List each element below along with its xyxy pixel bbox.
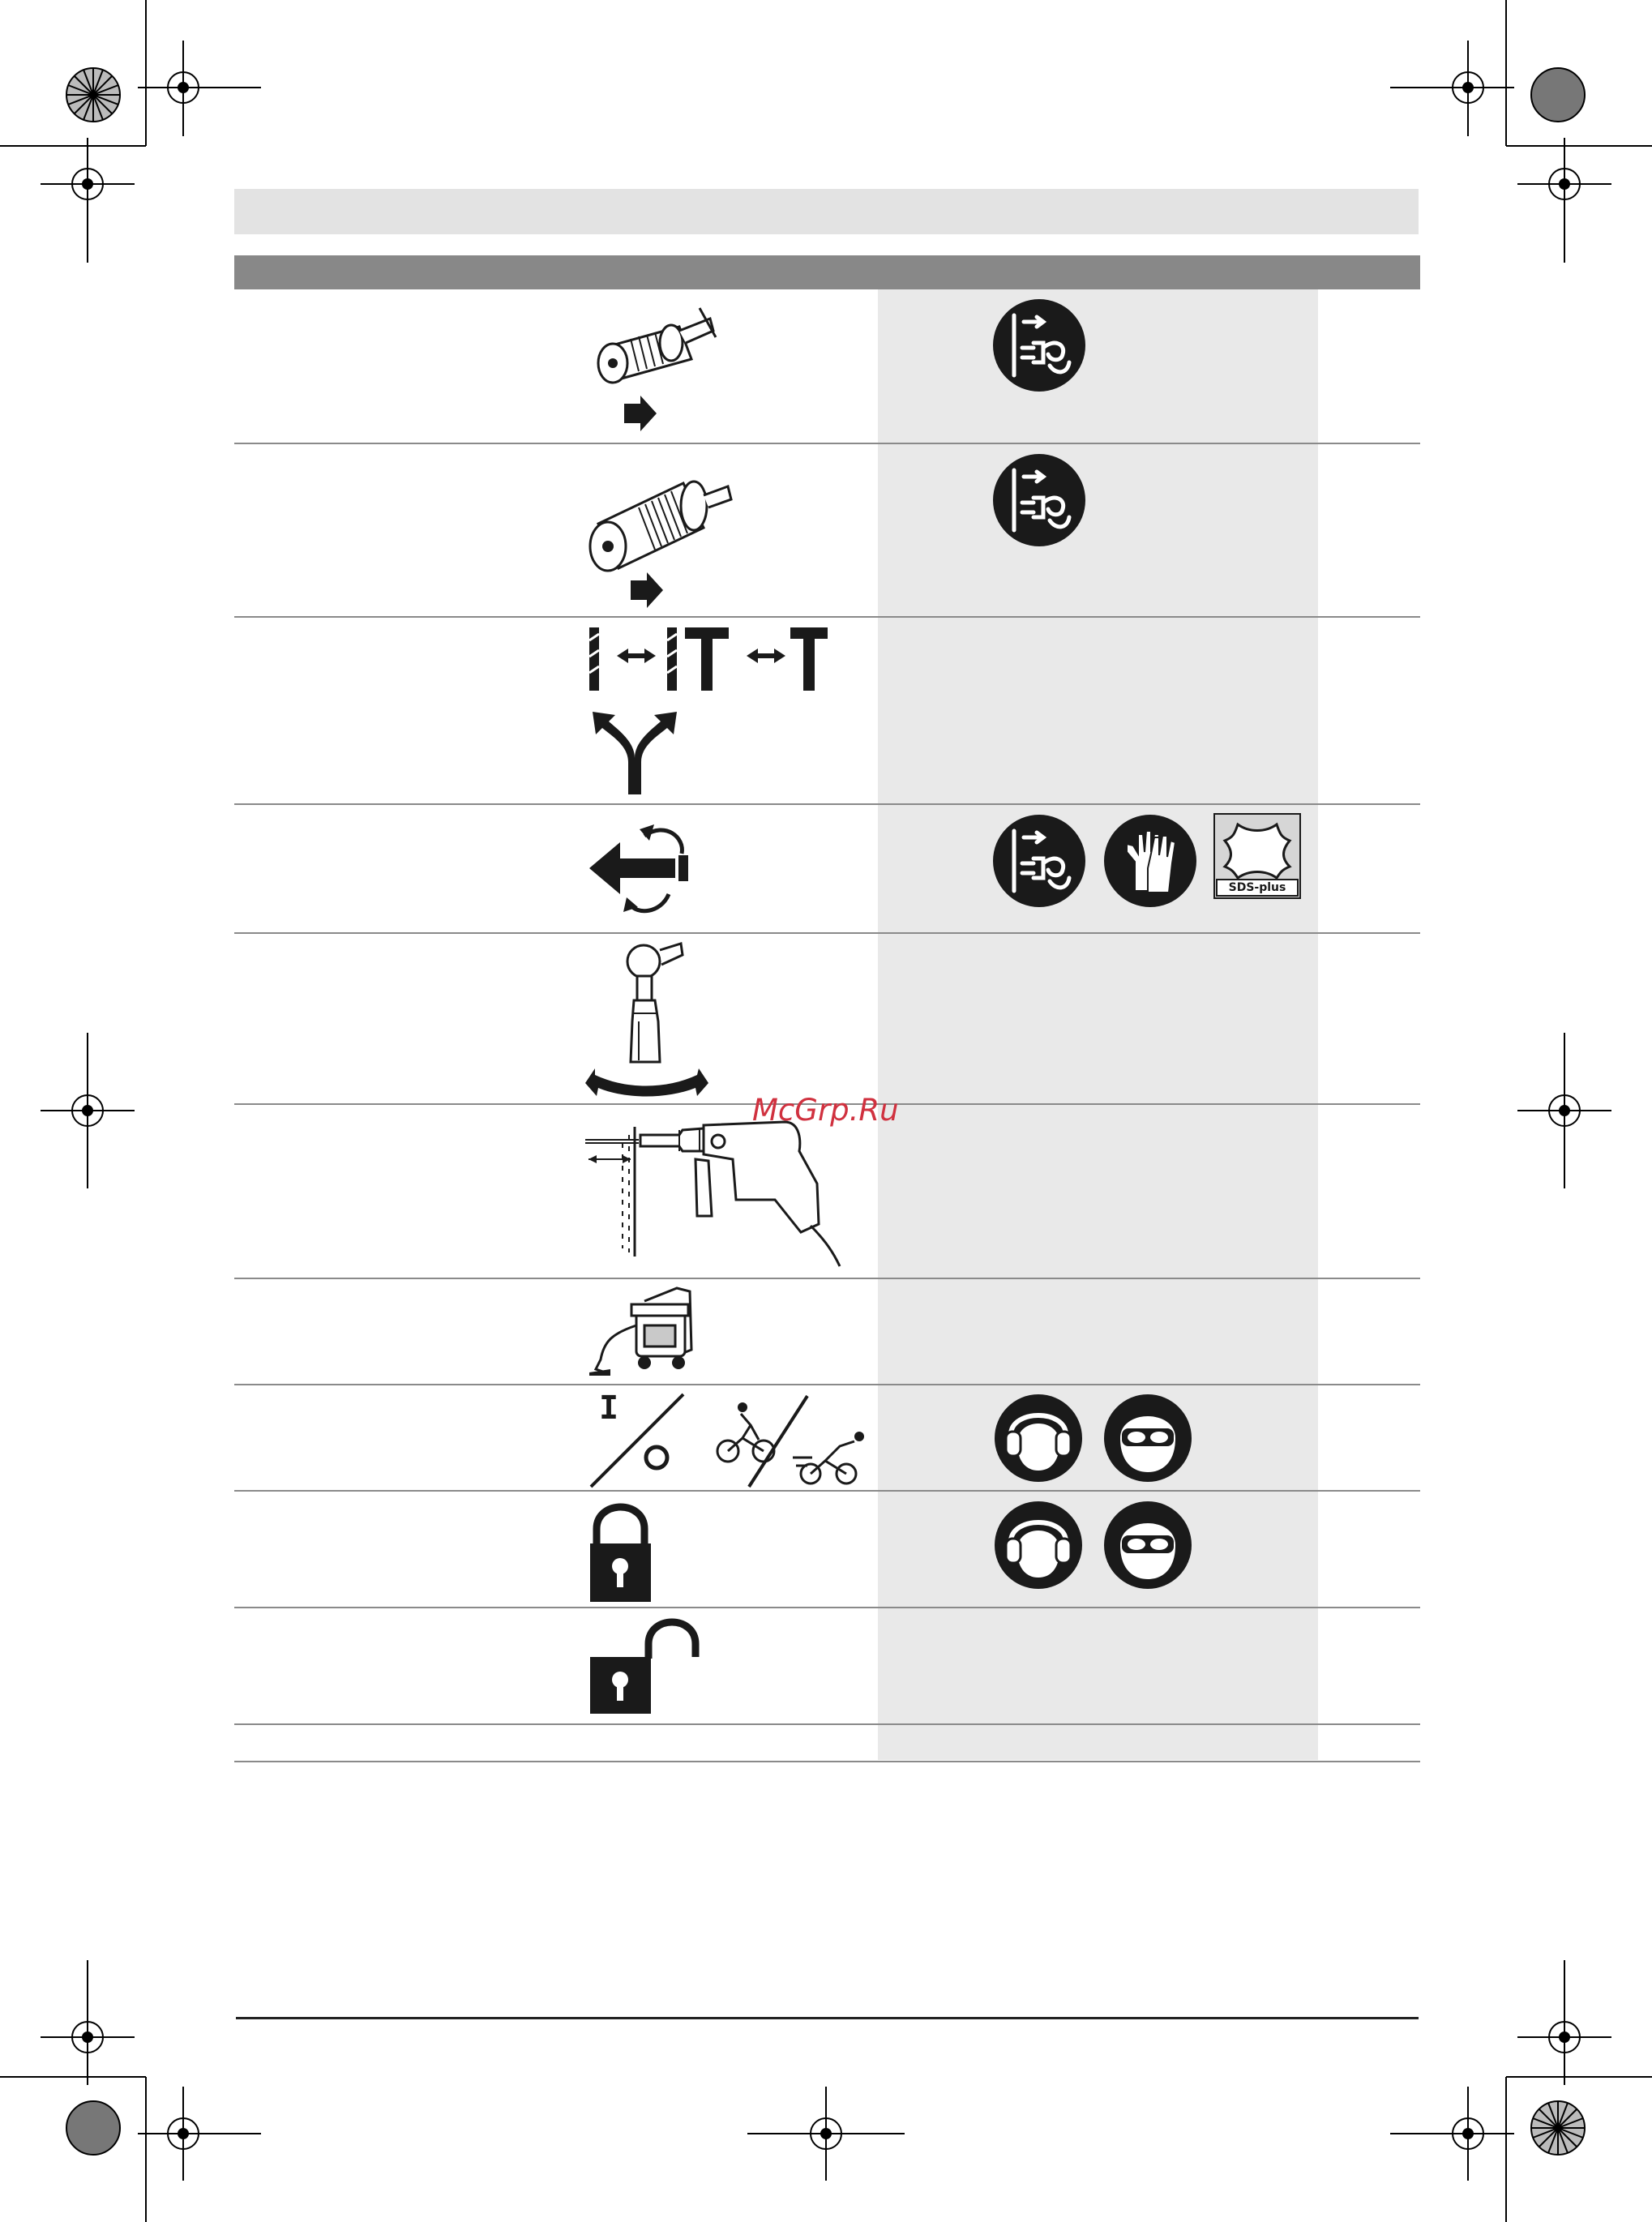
drilling-depth-icon [582, 1119, 850, 1273]
row-divider [234, 932, 1420, 934]
ear-protection-icon [993, 1500, 1084, 1591]
row-divider [234, 1490, 1420, 1492]
tool-insert-icon [588, 813, 693, 923]
eye-protection-icon [1102, 1393, 1193, 1483]
lock-closed-icon [590, 1498, 651, 1602]
ear-protection-icon [993, 1393, 1084, 1483]
auxiliary-handle-icon [585, 940, 708, 1098]
gloves-icon [1102, 813, 1198, 909]
title-bar [234, 255, 1420, 289]
row-divider [234, 1278, 1420, 1279]
sds-plus-label: SDS-plus [1228, 881, 1286, 894]
depth-stop-icons [588, 624, 831, 794]
header-bar [234, 189, 1419, 234]
row-divider [234, 1761, 1420, 1762]
eye-protection-icon [1102, 1500, 1193, 1591]
lock-open-icon [590, 1618, 700, 1715]
row-divider [234, 1607, 1420, 1608]
footer-line [236, 2017, 1419, 2019]
switch-on-label: I [599, 1389, 619, 1427]
row-divider [234, 803, 1420, 805]
watermark: McGrp.Ru [752, 1093, 899, 1128]
sds-plus-icon [1213, 813, 1301, 899]
on-off-switch-icon [588, 1389, 685, 1488]
row-divider [234, 443, 1420, 444]
keyed-chuck-icon [582, 298, 724, 440]
row-divider [234, 1384, 1420, 1385]
keyless-chuck-icon [582, 451, 744, 613]
unplug-icon [991, 298, 1087, 393]
cyclist-speed-icon [712, 1393, 874, 1488]
unplug-icon [991, 813, 1087, 909]
symbol-column-shade [878, 289, 1318, 1760]
vacuum-cleaner-icon [588, 1285, 701, 1378]
unplug-icon [991, 452, 1087, 548]
row-divider [234, 1723, 1420, 1725]
row-divider [234, 616, 1420, 618]
